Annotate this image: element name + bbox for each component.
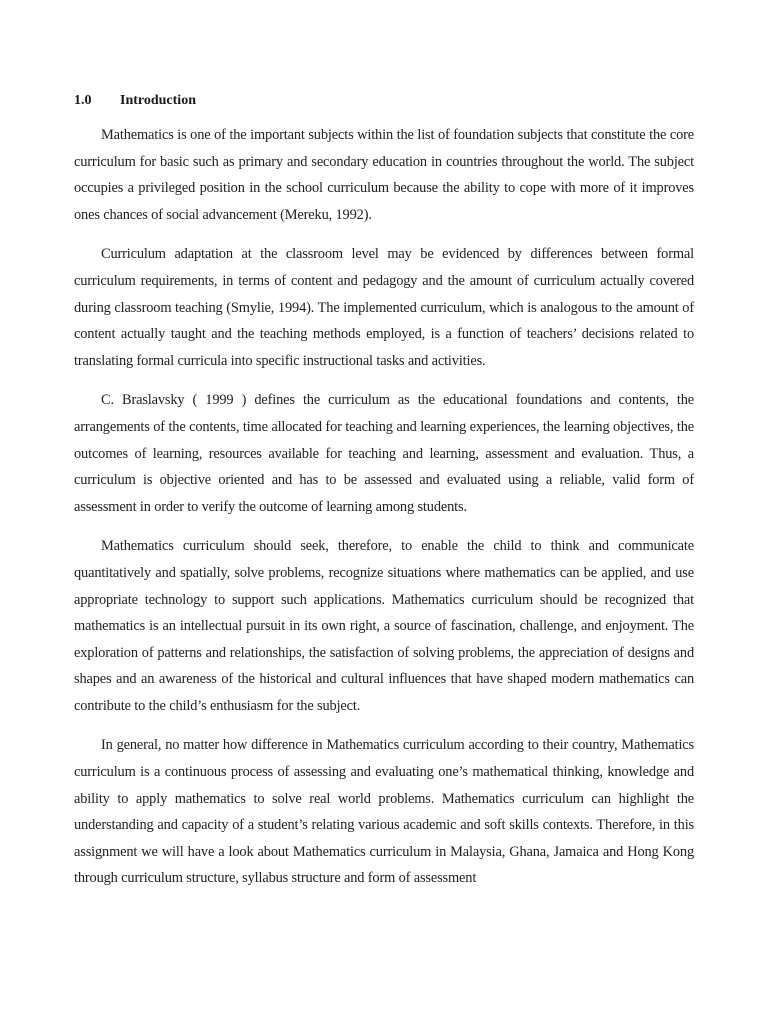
section-number: 1.0	[74, 93, 92, 108]
paragraph-5: In general, no matter how difference in Mathematics curriculum according to their country, Mathematics curriculum is a continuous process of assessing and evaluating one’s mathematical thinking, knowledge and ability to apply mathematics to solve real world problems. Mathematics curriculum can highlight the understanding and capacity of a student’s relating various academic and soft skills contexts. Therefore, in this assignment we will have a look about Mathematics curriculum in Malaysia, Ghana, Jamaica and Hong Kong through curriculum structure, syllabus structure and form of assessment	[74, 737, 694, 887]
section-title: Introduction	[120, 93, 196, 108]
paragraph-2: Curriculum adaptation at the classroom level may be evidenced by differences between formal curriculum requirements, in terms of content and pedagogy and the amount of curriculum actually covered during classroom teaching (Smylie, 1994). The implemented curriculum, which is analogous to the amount of content actually taught and the teaching methods employed, is a function of teachers’ decisions related to translating formal curricula into specific instructional tasks and activities.	[74, 246, 694, 369]
paragraph-4: Mathematics curriculum should seek, therefore, to enable the child to think and communicate quantitatively and spatially, solve problems, recognize situations where mathematics can be applied, and use appropriate technology to support such applications. Mathematics curriculum should be recognized that mathematics is an intellectual pursuit in its own right, a source of fascination, challenge, and enjoyment. The exploration of patterns and relationships, the satisfaction of solving problems, the appreciation of designs and shapes and an awareness of the historical and cultural influences that have shaped modern mathematics can contribute to the child’s enthusiasm for the subject.	[74, 538, 694, 714]
paragraph-1: Mathematics is one of the important subjects within the list of foundation subjects that constitute the core curriculum for basic such as primary and secondary education in countries throughout the world. The subject occupies a privileged position in the school curriculum because the ability to cope with more of it improves ones chances of social advancement (Mereku, 1992).	[74, 127, 694, 223]
body-text	[74, 122, 694, 905]
paragraph-3: C. Braslavsky ( 1999 ) defines the curriculum as the educational foundations and contents, the arrangements of the contents, time allocated for teaching and learning experiences, the learning objectives, the outcomes of learning, resources available for teaching and learning, assessment and evaluation. Thus, a curriculum is objective oriented and has to be assessed and evaluated using a reliable, valid form of assessment in order to verify the outcome of learning among students.	[74, 392, 694, 515]
section-heading	[74, 91, 196, 111]
